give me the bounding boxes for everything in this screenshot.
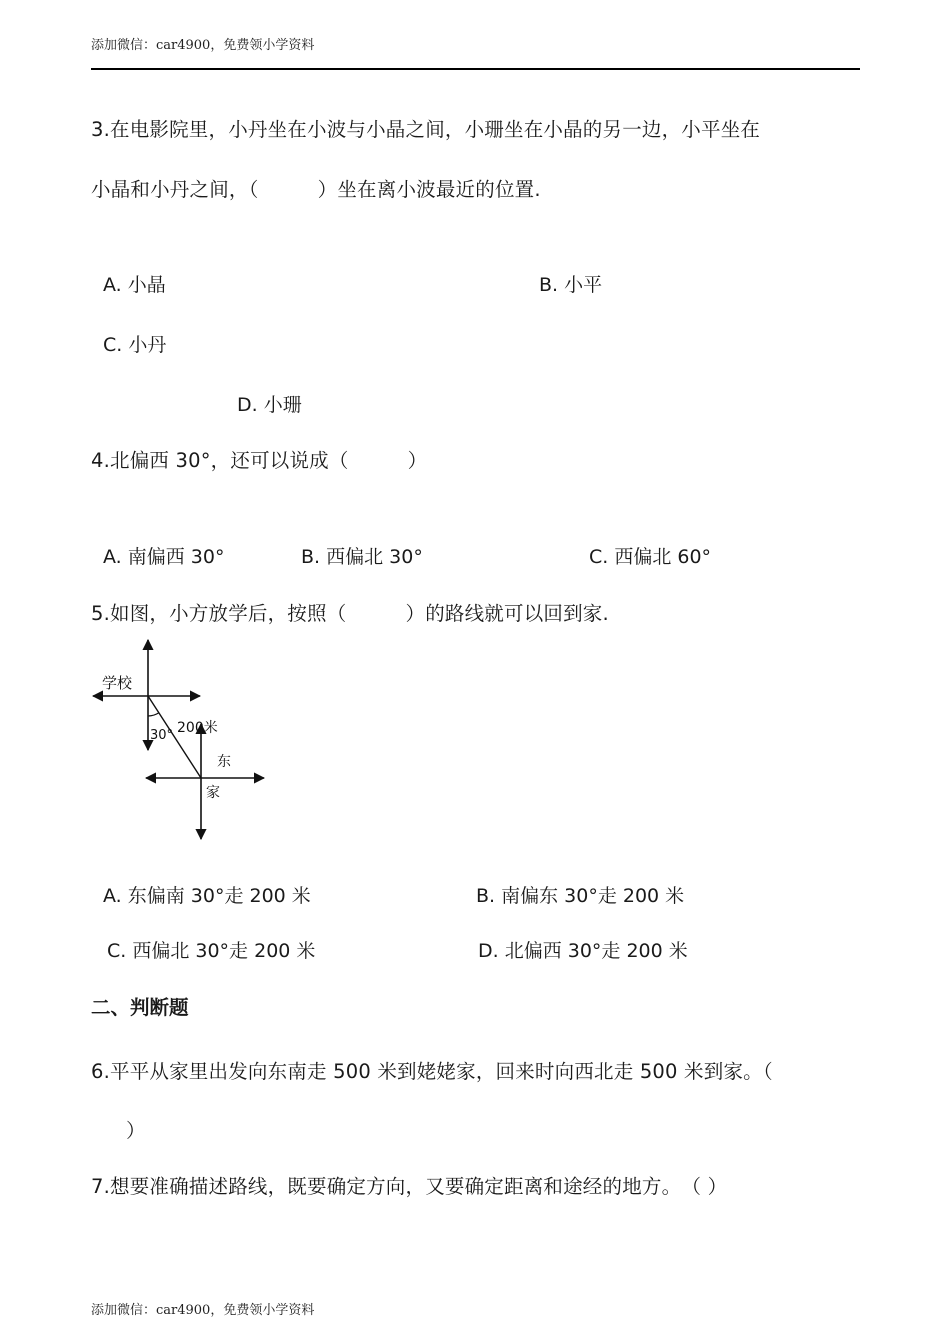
header-watermark: 添加微信：car4900，免费领小学资料 xyxy=(91,38,315,53)
route-diagram xyxy=(88,636,273,846)
q4-option-b[interactable]: B. 西偏北 30° xyxy=(301,546,423,568)
q7-text: 7.想要准确描述路线，既要确定方向，又要确定距离和途经的地方。 （ ） xyxy=(91,1175,728,1198)
angle-arc xyxy=(148,713,159,716)
q3-option-a[interactable]: A. 小晶 xyxy=(103,274,166,296)
school-label: 学校 xyxy=(102,674,133,692)
distance-label: 200米 xyxy=(177,720,218,736)
q3-option-b[interactable]: B. 小平 xyxy=(539,274,603,296)
q3-option-d[interactable]: D. 小珊 xyxy=(237,394,302,416)
q3-text-line2: 小晶和小丹之间，（ ）坐在离小波最近的位置. xyxy=(91,178,541,201)
header-rule xyxy=(91,68,860,70)
q6-text-line2: ） xyxy=(126,1119,146,1142)
q4-text: 4.北偏西 30°，还可以说成（ ） xyxy=(91,449,428,472)
q4-option-a[interactable]: A. 南偏西 30° xyxy=(103,546,225,568)
footer-watermark: 添加微信：car4900，免费领小学资料 xyxy=(91,1303,315,1318)
q3-option-c[interactable]: C. 小丹 xyxy=(103,334,167,356)
q3-text-line1: 3.在电影院里，小丹坐在小波与小晶之间，小珊坐在小晶的另一边，小平坐在 xyxy=(91,118,761,141)
q5-option-c[interactable]: C. 西偏北 30°走 200 米 xyxy=(107,940,316,962)
east-label: 东 xyxy=(217,754,231,770)
q4-option-c[interactable]: C. 西偏北 60° xyxy=(589,546,712,568)
angle-label: 30° xyxy=(150,728,174,743)
q5-option-b[interactable]: B. 南偏东 30°走 200 米 xyxy=(476,885,685,907)
q5-text: 5.如图，小方放学后，按照（ ）的路线就可以回到家. xyxy=(91,602,609,625)
q5-option-a[interactable]: A. 东偏南 30°走 200 米 xyxy=(103,885,311,907)
q5-option-d[interactable]: D. 北偏西 30°走 200 米 xyxy=(478,940,688,962)
home-label: 家 xyxy=(206,785,220,801)
q6-text-line1: 6.平平从家里出发向东南走 500 米到姥姥家，回来时向西北走 500 米到家。（ xyxy=(91,1060,773,1083)
section-title: 二、判断题 xyxy=(91,996,189,1019)
